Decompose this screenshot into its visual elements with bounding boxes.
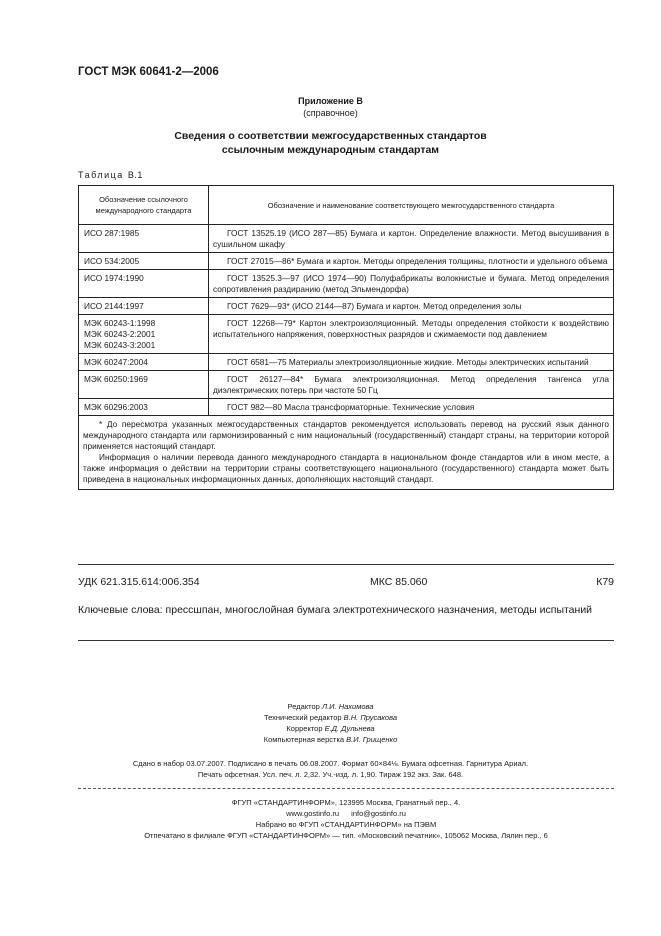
print-info-line-2: Печать офсетная. Усл. печ. л. 2,32. Уч.-изд. л. 1,90. Тираж 192 экз. Зак. 648. (197, 770, 464, 779)
table-label (78, 170, 143, 180)
table-label-word: Таблица (78, 170, 124, 180)
correspondence-table (78, 185, 614, 490)
footnote-paragraph-1: * До пересмотра указанных межгосударственных стандартов рекомендуется использовать перевод на русский язык данного международного стандарта или гармонизированный с ним национальный (государственный) стандарт страны, на территории которой применяется настоящий стандарт. (83, 419, 609, 451)
table-number: В.1 (127, 170, 143, 180)
table-row (79, 371, 613, 399)
table-row (79, 354, 613, 371)
imprint-line-4: Отпечатано в филиале ФГУП «СТАНДАРТИНФОРМ» — тип. «Московский печатник», 105062 Москва, Лялин пер., 6 (144, 831, 548, 840)
credit-tech-editor: Технический редактор В.Н. Прусакова (263, 713, 398, 722)
interstate-cell: ГОСТ 13525.19 (ИСО 287—85) Бумага и картон. Определение влажности. Метод высушивания в сушильном шкафу (213, 228, 609, 249)
column-header-reference-line-2: международного стандарта (95, 206, 192, 215)
table-row (79, 270, 613, 298)
print-info-line-1: Сдано в набор 03.07.2007. Подписано в печать 06.08.2007. Формат 60×84⅛. Бумага офсетная. Гарнитура Ариал. (132, 759, 529, 768)
table-footnote (79, 416, 613, 489)
reference-code: ИСО 2144:1997 (84, 301, 144, 311)
interstate-cell: ГОСТ 27015—86* Бумага и картон. Методы определения толщины, плотности и удельного объема (227, 256, 608, 266)
section-title-line-2: ссылочным международным стандартам (221, 144, 440, 156)
reference-cell (79, 298, 209, 314)
annex-note: (справочное) (303, 108, 358, 118)
interstate-cell: ГОСТ 7629—93* (ИСО 2144—87) Бумага и картон. Метод определения золы (227, 301, 522, 311)
divider-bottom (78, 640, 614, 641)
imprint-block (78, 797, 614, 841)
reference-code: МЭК 60243-1:1998 (84, 318, 156, 328)
table-row (79, 298, 613, 315)
reference-code: МЭК 60296:2003 (84, 402, 148, 412)
reference-code: МЭК 60243-3:2001 (84, 340, 156, 350)
reference-code: ИСО 287:1985 (84, 228, 140, 238)
reference-cell (79, 270, 209, 297)
credit-editor: Редактор Л.И. Нахимова (287, 702, 374, 711)
reference-code: МЭК 60243-2:2001 (84, 329, 156, 339)
table-row (79, 225, 613, 253)
divider-top (78, 564, 614, 565)
section-title (0, 129, 661, 157)
reference-cell (79, 371, 209, 398)
reference-code: МЭК 60247:2004 (84, 357, 148, 367)
section-title-line-1: Сведения о соответствии межгосударственных стандартов (174, 130, 487, 142)
mks-code: МКС 85.060 (370, 576, 428, 588)
reference-code: ИСО 1974:1990 (84, 273, 144, 283)
reference-cell (79, 354, 209, 370)
reference-cell (79, 225, 209, 252)
credits-block (0, 701, 661, 745)
column-header-reference (79, 186, 209, 224)
print-info (0, 758, 661, 780)
credit-proofreader: Корректор Е.Д. Дульнева (286, 724, 375, 733)
imprint-line-2: www.gostinfo.ru info@gostinfo.ru (286, 809, 406, 818)
imprint-line-3: Набрано во ФГУП «СТАНДАРТИНФОРМ» на ПЭВМ (255, 820, 437, 829)
reference-cell (79, 399, 209, 415)
interstate-cell: ГОСТ 13525.3—97 (ИСО 1974—90) Полуфабрикаты волокнистые и бумага. Метод определения сопротивления раздиранию (метод Эльмендорфа) (213, 273, 609, 294)
column-header-interstate: Обозначение и наименование соответствующего межгосударственного стандарта (267, 200, 555, 210)
reference-code: ИСО 534:2005 (84, 256, 140, 266)
document-code: ГОСТ МЭК 60641-2—2006 (78, 66, 219, 78)
interstate-cell: ГОСТ 26127—84* Бумага электроизоляционная. Метод определения тангенса угла диэлектрических потерь при частоте 50 Гц (213, 374, 609, 395)
imprint-line-1: ФГУП «СТАНДАРТИНФОРМ», 123995 Москва, Гранатный пер., 4. (231, 798, 461, 807)
column-header-reference-line-1: Обозначение ссылочного (99, 195, 188, 204)
keywords: Ключевые слова: прессшпан, многослойная бумага электротехнического назначения, методы испытаний (78, 604, 593, 616)
interstate-cell: ГОСТ 982—80 Масла трансформаторные. Технические условия (227, 402, 475, 412)
table-header (79, 186, 613, 225)
footnote-paragraph-2: Информация о наличии перевода данного международного стандарта в национальном фонде стандартов или в ином месте, а также информация о действии на территории страны соответствующего национального (государственного) стандарта может быть приведена в национальных информационных данных, дополняющих настоящий стандарт. (83, 452, 609, 484)
reference-cell (79, 253, 209, 269)
interstate-cell: ГОСТ 6581—75 Материалы электроизоляционные жидкие. Методы электрических испытаний (227, 357, 589, 367)
udk-code: УДК 621.315.614:006.354 (78, 576, 200, 588)
dashed-divider (78, 788, 614, 789)
annex-title: Приложение В (298, 96, 363, 106)
table-row (79, 399, 613, 416)
credit-layout: Компьютерная верстка В.И. Грищенко (263, 735, 398, 744)
interstate-cell: ГОСТ 12268—79* Картон электроизоляционный. Методы определения стойкости к воздействию испытательного напряжения, поверхностных разрядов и сжимаемости под давлением (213, 318, 609, 339)
classification-code: К79 (596, 576, 614, 588)
reference-cell (79, 315, 209, 353)
table-row (79, 253, 613, 270)
table-row (79, 315, 613, 354)
reference-code: МЭК 60250:1969 (84, 374, 148, 384)
